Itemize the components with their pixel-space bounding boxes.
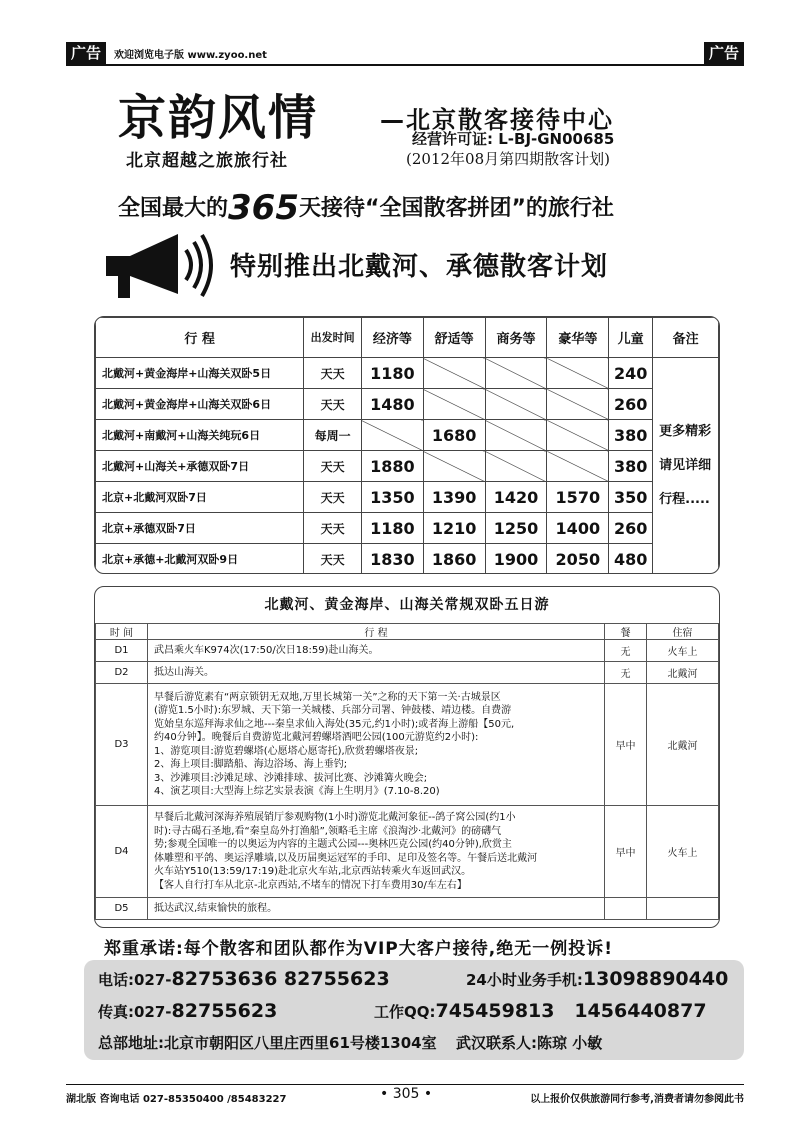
price-cell: 1900 bbox=[485, 544, 547, 575]
price-cell: 1350 bbox=[361, 482, 423, 513]
price-unavailable bbox=[547, 358, 609, 389]
fax-label: 传真: bbox=[98, 1003, 134, 1021]
fax-row bbox=[98, 1000, 277, 1022]
page-number: • 305 • bbox=[380, 1086, 433, 1102]
header-business: 商务等 bbox=[485, 318, 547, 358]
header-note: 备注 bbox=[653, 318, 719, 358]
itinerary-desc bbox=[148, 806, 605, 898]
itinerary-line: 览始皇东巡拜海求仙之地---秦皇求仙入海处(35元,约1小时);或者海上游船【50元, bbox=[154, 718, 515, 730]
itinerary-line: 抵达山海关。 bbox=[154, 666, 214, 678]
price-unavailable bbox=[547, 451, 609, 482]
price-table-box bbox=[94, 316, 720, 574]
child-price: 380 bbox=[609, 451, 653, 482]
departure-day: 天天 bbox=[304, 513, 362, 544]
itinerary-day: D2 bbox=[96, 662, 148, 684]
itinerary-day: D4 bbox=[96, 806, 148, 898]
itinerary-table bbox=[95, 623, 719, 920]
itinerary-line: 3、沙滩项目:沙滩足球、沙滩排球、拔河比赛、沙滩篝火晚会; bbox=[154, 772, 428, 784]
itinerary-line: 抵达武汉,结束愉快的旅程。 bbox=[154, 902, 278, 914]
plan-issue: (2012年08月第四期散客计划) bbox=[406, 150, 610, 168]
itinerary-line: 武昌乘火车K974次(17:50/次日18:59)赴山海关。 bbox=[154, 644, 379, 656]
header-economy: 经济等 bbox=[361, 318, 423, 358]
header-route: 行 程 bbox=[96, 318, 304, 358]
route-name: 北戴河+山海关+承德双卧7日 bbox=[96, 451, 304, 482]
itinerary-desc bbox=[148, 640, 605, 662]
slogan bbox=[118, 188, 614, 228]
itinerary-line: (游览1.5小时):东罗城、天下第一关城楼、兵部分司署、钟鼓楼、靖边楼。自费游 bbox=[154, 705, 512, 716]
address-value: 北京市朝阳区八里庄西里61号楼1304室 bbox=[164, 1034, 437, 1052]
tel-label: 电话: bbox=[98, 971, 134, 989]
brand-logo: 京韵风情 bbox=[118, 90, 319, 146]
megaphone-icon bbox=[100, 232, 220, 302]
route-name: 北戴河+黄金海岸+山海关双卧6日 bbox=[96, 389, 304, 420]
price-unavailable bbox=[423, 389, 485, 420]
license-number: 经营许可证: L-BJ-GN00685 bbox=[412, 130, 615, 148]
itinerary-row bbox=[96, 684, 719, 806]
price-cell: 1180 bbox=[361, 358, 423, 389]
price-row bbox=[96, 544, 719, 575]
price-unavailable bbox=[547, 389, 609, 420]
child-price: 260 bbox=[609, 389, 653, 420]
center-name: —北京散客接待中心 bbox=[380, 106, 614, 134]
itinerary-line: 火车站Y510(13:59/17:19)赴北京火车站,北京西站转乘火车返回武汉。 bbox=[154, 866, 472, 877]
price-cell: 2050 bbox=[547, 544, 609, 575]
price-cell: 1830 bbox=[361, 544, 423, 575]
address-label: 总部地址: bbox=[98, 1034, 164, 1052]
route-name: 北京+北戴河双卧7日 bbox=[96, 482, 304, 513]
itinerary-line: 势;参观全国唯一的以奥运为内容的主题式公园---奥林匹克公园(约40分钟),欣赏主 bbox=[154, 839, 512, 850]
fax-prefix: 027- bbox=[134, 1003, 172, 1021]
price-unavailable bbox=[423, 358, 485, 389]
footer-disclaimer: 以上报价仅供旅游同行参考,消费者请勿参阅此书 bbox=[530, 1094, 744, 1105]
price-cell: 1180 bbox=[361, 513, 423, 544]
itin-header-stay: 住宿 bbox=[647, 624, 719, 640]
itin-header-route: 行 程 bbox=[148, 624, 605, 640]
itinerary-desc bbox=[148, 662, 605, 684]
price-unavailable bbox=[485, 389, 547, 420]
agency-name: 北京超越之旅旅行社 bbox=[126, 151, 288, 171]
departure-day: 每周一 bbox=[304, 420, 362, 451]
price-unavailable bbox=[423, 451, 485, 482]
price-cell: 1210 bbox=[423, 513, 485, 544]
route-name: 北戴河+南戴河+山海关纯玩6日 bbox=[96, 420, 304, 451]
note-line: 请见详细 bbox=[659, 458, 712, 473]
departure-day: 天天 bbox=[304, 389, 362, 420]
route-name: 北戴河+黄金海岸+山海关双卧5日 bbox=[96, 358, 304, 389]
itinerary-row bbox=[96, 662, 719, 684]
tel-prefix: 027- bbox=[134, 971, 172, 989]
itinerary-row bbox=[96, 898, 719, 920]
price-cell: 1480 bbox=[361, 389, 423, 420]
itinerary-stay bbox=[647, 898, 719, 920]
address-row bbox=[98, 1032, 437, 1053]
itinerary-stay: 北戴河 bbox=[647, 684, 719, 806]
header-luxury: 豪华等 bbox=[547, 318, 609, 358]
price-row bbox=[96, 482, 719, 513]
price-unavailable bbox=[547, 420, 609, 451]
itinerary-line: 4、演艺项目:大型海上综艺实景表演《海上生明月》(7.10-8.20) bbox=[154, 786, 440, 797]
itin-header-time: 时 间 bbox=[96, 624, 148, 640]
mobile-label: 24小时业务手机: bbox=[466, 971, 583, 989]
promise-text: 郑重承诺:每个散客和团队都作为VIP大客户接待,绝无一例投诉! bbox=[104, 939, 613, 959]
departure-day: 天天 bbox=[304, 482, 362, 513]
price-row bbox=[96, 389, 719, 420]
qq-label: 工作QQ: bbox=[374, 1003, 436, 1021]
itinerary-desc bbox=[148, 898, 605, 920]
itinerary-line: 体雕塑和平鸽、奥运浮雕墙,以及历届奥运冠军的手印、足印及签名等。午餐后送北戴河 bbox=[154, 852, 538, 864]
departure-day: 天天 bbox=[304, 358, 362, 389]
header-comfort: 舒适等 bbox=[423, 318, 485, 358]
itinerary-stay: 北戴河 bbox=[647, 662, 719, 684]
bottom-rule bbox=[66, 1084, 744, 1085]
itinerary-line: 时):寻古碣石圣地,看“秦皇岛外打渔船”,领略毛主席《浪淘沙·北戴河》的磅礴气 bbox=[154, 825, 502, 837]
tel-value: 82753636 82755623 bbox=[171, 968, 390, 990]
itinerary-desc bbox=[148, 684, 605, 806]
price-row bbox=[96, 513, 719, 544]
itinerary-line: 【客人自行打车从北京-北京西站,不堵车的情况下打车费用30/车左右】 bbox=[154, 879, 467, 891]
price-row bbox=[96, 358, 719, 389]
itinerary-box bbox=[94, 586, 720, 928]
itin-header-meal: 餐 bbox=[605, 624, 647, 640]
slogan-365: 365 bbox=[228, 188, 299, 228]
itinerary-stay: 火车上 bbox=[647, 806, 719, 898]
itinerary-row bbox=[96, 640, 719, 662]
price-unavailable bbox=[361, 420, 423, 451]
itinerary-meal bbox=[605, 898, 647, 920]
itinerary-meal: 无 bbox=[605, 640, 647, 662]
itinerary-title: 北戴河、黄金海岸、山海关常规双卧五日游 bbox=[264, 597, 550, 613]
price-unavailable bbox=[485, 451, 547, 482]
wuhan-contact-row bbox=[456, 1032, 602, 1053]
price-cell: 1420 bbox=[485, 482, 547, 513]
itinerary-meal: 早中 bbox=[605, 806, 647, 898]
itinerary-line: 早餐后北戴河深海养殖展销厅参观购物(1小时)游览北戴河象征--鸽子窝公园(约1小 bbox=[154, 812, 516, 823]
itinerary-line: 早餐后游览素有“两京锁钥无双地,万里长城第一关”之称的天下第一关·古城景区 bbox=[154, 691, 501, 703]
slogan-pre: 全国最大的 bbox=[118, 196, 229, 221]
qq-value: 745459813 1456440877 bbox=[435, 1000, 707, 1022]
itinerary-day: D5 bbox=[96, 898, 148, 920]
fax-value: 82755623 bbox=[171, 1000, 278, 1022]
qq-row bbox=[374, 1000, 707, 1022]
route-name: 北京+承德双卧7日 bbox=[96, 513, 304, 544]
note-cell bbox=[653, 358, 719, 575]
itinerary-line: 2、海上项目:脚踏船、海边浴场、海上垂钓; bbox=[154, 759, 348, 770]
ad-tag-left: 广告 bbox=[66, 42, 106, 64]
price-cell: 1860 bbox=[423, 544, 485, 575]
special-offer-title: 特别推出北戴河、承德散客计划 bbox=[230, 252, 609, 282]
price-table bbox=[95, 317, 719, 574]
wuhan-contact-value: 陈琼 小敏 bbox=[537, 1034, 603, 1052]
price-cell: 1880 bbox=[361, 451, 423, 482]
departure-day: 天天 bbox=[304, 544, 362, 575]
itinerary-line: 1、游览项目:游览碧螺塔(心愿塔心愿寄托),欣赏碧螺塔夜景; bbox=[154, 745, 419, 757]
mobile-row bbox=[466, 968, 728, 990]
header-departure: 出发时间 bbox=[304, 318, 362, 358]
note-line: 行程..... bbox=[659, 492, 710, 507]
itinerary-day: D3 bbox=[96, 684, 148, 806]
mobile-value: 13098890440 bbox=[582, 968, 729, 990]
wuhan-contact-label: 武汉联系人: bbox=[456, 1034, 537, 1052]
slogan-post: 天接待“全国散客拼团”的旅行社 bbox=[299, 196, 614, 221]
price-unavailable bbox=[485, 420, 547, 451]
price-cell: 1250 bbox=[485, 513, 547, 544]
ad-tag-right: 广告 bbox=[704, 42, 744, 64]
price-row bbox=[96, 451, 719, 482]
note-line: 更多精彩 bbox=[659, 424, 712, 439]
child-price: 350 bbox=[609, 482, 653, 513]
departure-day: 天天 bbox=[304, 451, 362, 482]
price-cell: 1570 bbox=[547, 482, 609, 513]
footer-hotline: 湖北版 咨询电话 027-85350400 /85483227 bbox=[66, 1094, 287, 1105]
price-row bbox=[96, 420, 719, 451]
itinerary-row bbox=[96, 806, 719, 898]
price-cell: 1680 bbox=[423, 420, 485, 451]
itinerary-line: 约40分钟】。晚餐后自费游览北戴河碧螺塔酒吧公园(100元游览约2小时): bbox=[154, 732, 479, 743]
price-cell: 1390 bbox=[423, 482, 485, 513]
route-name: 北京+承德+北戴河双卧9日 bbox=[96, 544, 304, 575]
child-price: 260 bbox=[609, 513, 653, 544]
child-price: 380 bbox=[609, 420, 653, 451]
child-price: 480 bbox=[609, 544, 653, 575]
contact-panel bbox=[84, 960, 744, 1060]
itinerary-stay: 火车上 bbox=[647, 640, 719, 662]
itinerary-day: D1 bbox=[96, 640, 148, 662]
price-unavailable bbox=[485, 358, 547, 389]
welcome-text: 欢迎浏览电子版 www.zyoo.net bbox=[114, 50, 267, 61]
price-cell: 1400 bbox=[547, 513, 609, 544]
itinerary-meal: 无 bbox=[605, 662, 647, 684]
tel-row bbox=[98, 968, 390, 990]
header-child: 儿童 bbox=[609, 318, 653, 358]
child-price: 240 bbox=[609, 358, 653, 389]
itinerary-meal: 早中 bbox=[605, 684, 647, 806]
top-rule bbox=[66, 64, 744, 66]
